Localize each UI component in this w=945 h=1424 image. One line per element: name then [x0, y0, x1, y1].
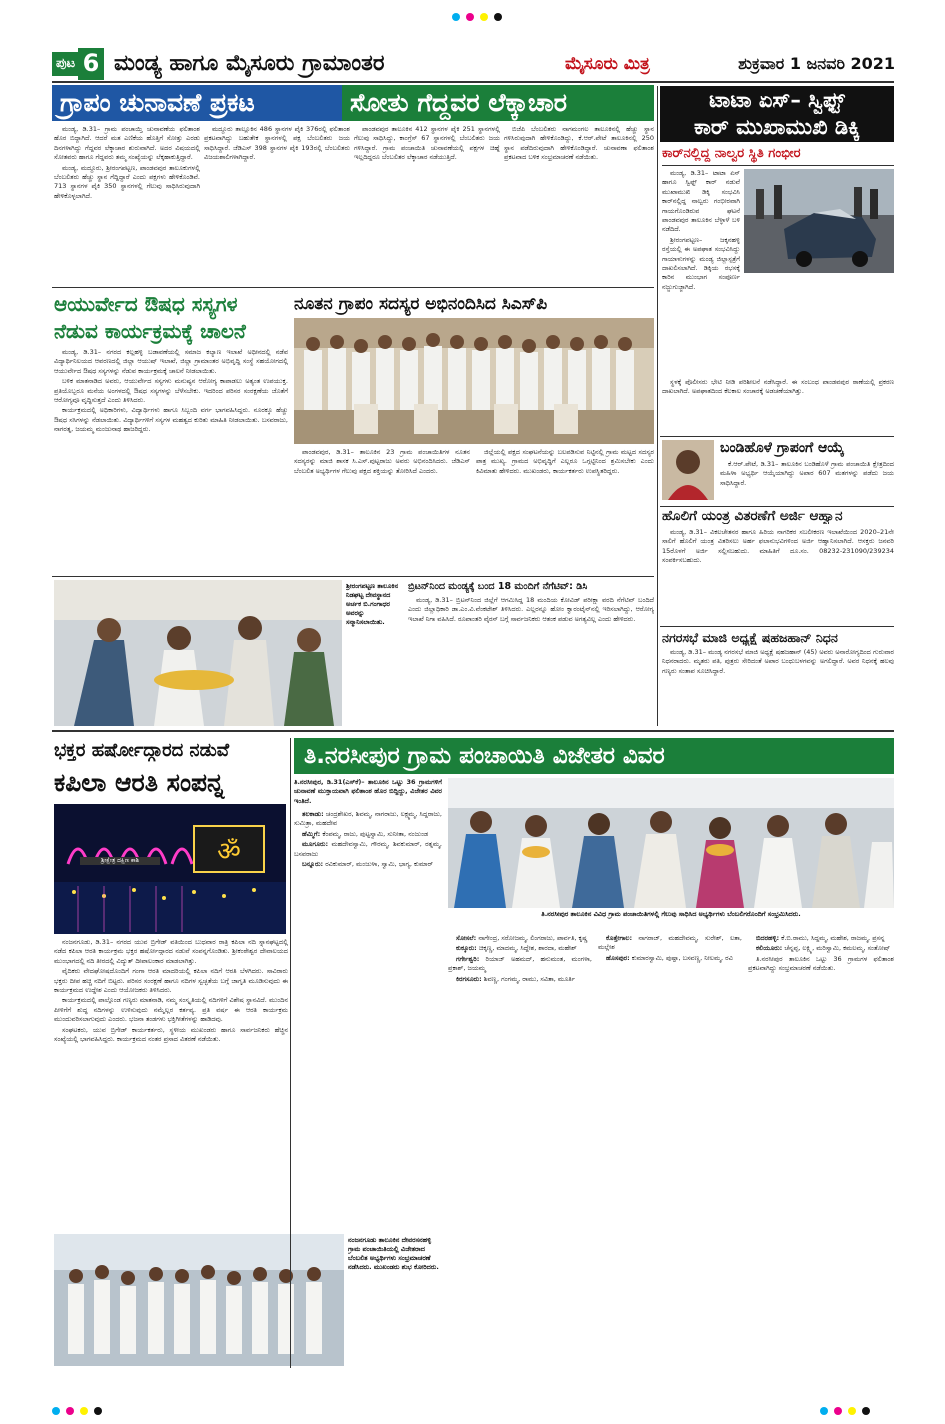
- tata-p1: ಮಂಡ್ಯ, ಡಿ.31– ಟಾಟಾ ಏಸ್ ಹಾಗೂ ಸ್ವಿಫ್ಟ್ ಕಾರ್ ನಡುವೆ ಮುಖಾಮುಖಿ ಡಿಕ್ಕಿ ಸಂಭವಿಸಿ ಕಾರ್‌ನಲ್ಲಿದ್ದ ನಾಲ್ವರು ಗಂಭೀರವಾಗಿ ಗಾಯಗೊಂಡಿರುವ ಘಟನೆ ಪಾಂಡವಪುರ ತಾಲೂಕಿನ ಬೆಳ್ಳಾಳೆ ಬಳಿ ನಡೆದಿದೆ.: [662, 169, 740, 234]
- nagarasabhe-p1: ಮಂಡ್ಯ, ಡಿ.31– ಮಂಡ್ಯ ನಗರಸಭೆ ಮಾಜಿ ಅಧ್ಯಕ್ಷೆ ಷಹಜಹಾನ್ (45) ಅವರು ಅನಾರೋಗ್ಯದಿಂದ ಗುರುವಾರ ನಿಧನರಾದರು. ಮೃತರು ಪತಿ, ಪುತ್ರರು ಸೇರಿದಂತೆ ಅಪಾರ ಬಂಧುಬಳಗವನ್ನು ಅಗಲಿದ್ದಾರೆ. ಅವರ ನಿಧನಕ್ಕೆ ಹಲವು ಗಣ್ಯರು ಸಂತಾಪ ಸೂಚಿಸಿದ್ದಾರೆ.: [662, 648, 894, 675]
- svg-text:ॐ: ॐ: [217, 837, 241, 867]
- article-main-p2: ಮಂಡ್ಯ, ಮದ್ದೂರು, ಶ್ರೀರಂಗಪಟ್ಟಣ, ಪಾಂಡವಪುರ ತಾಲೂಕುಗಳಲ್ಲಿ ಬೆಂಬಲಿತರು ಹೆಚ್ಚು ಸ್ಥಾನ ಗೆದ್ದಿದ್ದಾರೆ ಎಂದು ಪಕ್ಷಗಳು ಹೇಳಿಕೊಂಡಿವೆ. 713 ಸ್ಥಾನಗಳ ಪೈಕಿ 350 ಸ್ಥಾನಗಳಲ್ಲಿ ಗೆಲುವು ಸಾಧಿಸಿರುವುದಾಗಿ ಹೇಳಿಕೊಳ್ಳಲಾಗಿದೆ.: [54, 163, 200, 200]
- tnarasipura-entry-7: ಗರ್ಗೇಶ್ವರಿ: ರಿಯಾಜ್ ಅಹಮದ್, ಹನುಮಂತ, ಮಂಗಳಾ, ಪ್ರಕಾಶ್, ಜಯಮ್ಮ: [448, 954, 592, 973]
- felicitation-photo: [54, 580, 342, 726]
- tata-p2: ಶ್ರೀರಂಗಪಟ್ಟಣ– ಜಕ್ಕನಹಳ್ಳಿ ರಸ್ತೆಯಲ್ಲಿ ಈ ಅಪಘಾತ ಸಂಭವಿಸಿದ್ದು ಗಾಯಾಳುಗಳನ್ನು ಮಂಡ್ಯ ಜಿಲ್ಲಾಸ್ಪತ್ರೆಗೆ ದಾಖಲಿಸಲಾಗಿದೆ. ಡಿಕ್ಕಿಯ ರಭಸಕ್ಕೆ ಕಾರಿನ ಮುಂಭಾಗ ಸಂಪೂರ್ಣ ನಜ್ಜುಗುಜ್ಜಾಗಿದೆ.: [662, 235, 740, 291]
- holige-text: [662, 528, 894, 614]
- tata-headline-line2: ಕಾರ್ ಮುಖಾಮುಖಿ ಡಿಕ್ಕಿ: [694, 115, 860, 139]
- kapila-aarti-photo: [54, 804, 286, 934]
- bandihole-portrait: [662, 440, 714, 500]
- kapila-p2: ವೈದಿಕರು ವೇದಘೋಷದೊಂದಿಗೆ ಗಂಗಾ ಆರತಿ ಮಾದರಿಯಲ್ಲಿ ಕಪಿಲಾ ನದಿಗೆ ಆರತಿ ಬೆಳಗಿದರು. ಸಾವಿರಾರು ಭಕ್ತರು ದೀಪ ಹಚ್ಚಿ ನದಿಗೆ ಬಿಟ್ಟರು. ಪರಿಸರ ಸಂರಕ್ಷಣೆ ಹಾಗೂ ನದಿಗಳ ಸ್ವಚ್ಛತೆಯ ಬಗ್ಗೆ ಜಾಗೃತಿ ಮೂಡಿಸುವುದು ಈ ಕಾರ್ಯಕ್ರಮದ ಉದ್ದೇಶ ಎಂದು ಆಯೋಜಕರು ತಿಳಿಸಿದರು.: [54, 967, 288, 995]
- rule-under-main: [52, 287, 654, 288]
- britain-headline: ಬ್ರಿಟನ್‌ನಿಂದ ಮಂಡ್ಯಕ್ಕೆ ಬಂದ 18 ಮಂದಿಗೆ ನೆಗೆಟಿವ್: ಡಿಸಿ: [408, 581, 588, 592]
- bandihole-headline: ಬಂಡಿಹೊಳೆ ಗ್ರಾಪಂಗೆ ಆಯ್ಕೆ: [720, 440, 845, 456]
- article-main-col4: [504, 125, 654, 283]
- registration-dots-top: [350, 6, 610, 18]
- tata-text-col: [662, 169, 740, 377]
- rule-section-split: [52, 730, 894, 732]
- csp-p1: ಪಾಂಡವಪುರ, ಡಿ.31– ತಾಲೂಕಿನ 23 ಗ್ರಾಮ ಪಂಚಾಯಿತಿಗಳ ನೂತನ ಸದಸ್ಯರನ್ನು ಮಾಜಿ ಶಾಸಕ ಸಿ.ಎಸ್.ಪುಟ್ಟರಾಜು ಅವರು ಅಭಿನಂದಿಸಿದರು. ಜೆಡಿಎಸ್ ಬೆಂಬಲಿತ ಅಭ್ಯರ್ಥಿಗಳ ಗೆಲುವು ಪಕ್ಷದ ಶಕ್ತಿಯನ್ನು ತೋರಿಸಿದೆ ಎಂದರು.: [294, 448, 470, 475]
- ayurveda-p3: ಕಾರ್ಯಕ್ರಮದಲ್ಲಿ ಅಧಿಕಾರಿಗಳು, ವಿದ್ಯಾರ್ಥಿಗಳು ಹಾಗೂ ಸಿಬ್ಬಂದಿ ವರ್ಗ ಭಾಗವಹಿಸಿದ್ದರು. ನೂರಕ್ಕೂ ಹೆಚ್ಚು ಔಷಧ ಸಸಿಗಳನ್ನು ನೆಡಲಾಯಿತು. ವಿದ್ಯಾರ್ಥಿಗಳಿಗೆ ಸಸ್ಯಗಳ ಮಹತ್ವದ ಕುರಿತು ಮಾಹಿತಿ ನೀಡಲಾಯಿತು. ಬಸವರಾಜು, ನಾಗರತ್ನ, ಜಯಮ್ಮ ಮಂಜುನಾಥ ಹಾಜರಿದ್ದರು.: [54, 406, 288, 434]
- registration-dots-bottom-left: [52, 1400, 172, 1412]
- rule-right-1: [660, 436, 894, 437]
- tnarasipura-entry-3: ಮೂಗೂರು: ಮಹದೇವಸ್ವಾಮಿ, ಗೌರಮ್ಮ, ಶಿವಕುಮಾರ್, ರತ್ನಮ್ಮ, ಬಸವರಾಜು: [294, 840, 442, 858]
- tnarasipura-intro: [294, 778, 442, 806]
- nagarasabhe-headline: ನಗರಸಭೆ ಮಾಜಿ ಅಧ್ಯಕ್ಷೆ ಷಹಜಹಾನ್ ನಿಧನ: [662, 630, 838, 645]
- ayurveda-p2: ಬಳಿಕ ಮಾತನಾಡಿದ ಅವರು, ಆಯುರ್ವೇದ ಸಸ್ಯಗಳು ಮನುಷ್ಯನ ಆರೋಗ್ಯ ಕಾಪಾಡಲು ಅತ್ಯಂತ ಉಪಯುಕ್ತ. ಪ್ರತಿಯೊಬ್ಬರೂ ಮನೆಯ ಅಂಗಳದಲ್ಲಿ ಔಷಧ ಸಸ್ಯಗಳನ್ನು ಬೆಳೆಸಬೇಕು. ಇದರಿಂದ ಪರಿಸರ ಸಂರಕ್ಷಣೆಯ ಜೊತೆಗೆ ಆರೋಗ್ಯವೂ ವೃದ್ಧಿಸುತ್ತದೆ ಎಂದು ತಿಳಿಸಿದರು.: [54, 377, 288, 405]
- tnarasipura-list-col1: [294, 810, 442, 1230]
- tata-headline-line1: ಟಾಟಾ ಏಸ್– ಸ್ವಿಫ್ಟ್: [709, 88, 845, 112]
- tnarasipura-entry-2: ಹೆಮ್ಮಿಗೆ: ಕೆಂಪಮ್ಮ, ರಾಜು, ಪುಟ್ಟಸ್ವಾಮಿ, ಸುನೀತಾ, ನಂಜುಂಡ: [302, 829, 429, 838]
- csp-headline: ನೂತನ ಗ್ರಾಪಂ ಸದಸ್ಯರ ಅಭಿನಂದಿಸಿದ ಸಿಎಸ್‌ಪಿ: [294, 294, 548, 314]
- top-banner-right: ಸೋತು ಗೆದ್ದವರ ಲೆಕ್ಕಾಚಾರ: [342, 85, 654, 121]
- header-rule: [52, 81, 894, 83]
- tata-text-lower: [662, 378, 894, 432]
- tnarasipura-photo-caption: ತಿ.ನರಸೀಪುರ ತಾಲೂಕಿನ ವಿವಿಧ ಗ್ರಾಮ ಪಂಚಾಯಿತಿಗಳಲ್ಲಿ ಗೆಲುವು ಸಾಧಿಸಿದ ಅಭ್ಯರ್ಥಿಗಳು ಬೆಂಬಲಿಗರೊಂದಿಗೆ ಸಂಭ್ರಮಿಸಿದರು.: [541, 910, 801, 918]
- col-rule-right: [657, 86, 658, 726]
- tnarasipura-list-col2: [448, 934, 592, 1360]
- page-label: ಪುಟ: [52, 52, 79, 76]
- tnarasipura-list-col3: [598, 934, 742, 1360]
- tnarasipura-entry-9: ಕೊತ್ತೇಗಾಲ: ನಾಗರಾಜ್, ಮಹದೇವಮ್ಮ, ಸುರೇಶ್, ಲತಾ, ಮಲ್ಲೇಶ: [598, 934, 742, 952]
- article-main-col2: [204, 125, 350, 283]
- issue-date: ಶುಕ್ರವಾರ 1 ಜನವರಿ 2021: [738, 54, 895, 73]
- csp-p2: ಜಿಲ್ಲೆಯಲ್ಲಿ ಪಕ್ಷದ ಸಂಘಟನೆಯನ್ನು ಬಲಪಡಿಸುವ ನಿಟ್ಟಿನಲ್ಲಿ ಗ್ರಾಮ ಮಟ್ಟದ ಸದಸ್ಯರ ಪಾತ್ರ ಮುಖ್ಯ. ಗ್ರಾಮದ ಅಭಿವೃದ್ಧಿಗೆ ಎಲ್ಲರೂ ಒಗ್ಗಟ್ಟಿನಿಂದ ಶ್ರಮಿಸಬೇಕು ಎಂದು ಕಿವಿಮಾತು ಹೇಳಿದರು. ಮುಖಂಡರು, ಕಾರ್ಯಕರ್ತರು ಉಪಸ್ಥಿತರಿದ್ದರು.: [476, 448, 654, 475]
- felicitation-photo-caption: ಶ್ರೀರಂಗಪಟ್ಟಣ ತಾಲೂಕಿನ ನಿಡಘಟ್ಟ ದೇವಸ್ಥಾನದ ಅರ್ಚಕ ಬಿ.ಗಂಗಾಧರ ಅವರನ್ನು ಸನ್ಮಾನಿಸಲಾಯಿತು.: [346, 582, 399, 626]
- tnarasipura-entry-10: ಹೊಸಪುರ: ಕುಮಾರಸ್ವಾಮಿ, ಪುಷ್ಪಾ, ಬಸವಣ್ಣ, ನೀಲಮ್ಮ, ರವಿ: [606, 953, 733, 962]
- tata-p3: ಸ್ಥಳಕ್ಕೆ ಪೊಲೀಸರು ಭೇಟಿ ನೀಡಿ ಪರಿಶೀಲನೆ ನಡೆಸಿದ್ದಾರೆ. ಈ ಸಂಬಂಧ ಪಾಂಡವಪುರ ಠಾಣೆಯಲ್ಲಿ ಪ್ರಕರಣ ದಾಖಲಾಗಿದೆ. ಅಪಘಾತದಿಂದ ಕೆಲಕಾಲ ಸಂಚಾರಕ್ಕೆ ಅಡಚಣೆಯಾಗಿತ್ತು.: [662, 378, 894, 396]
- article-main-p3: ಮದ್ದೂರು ತಾಲ್ಲೂಕಿನ 486 ಸ್ಥಾನಗಳ ಪೈಕಿ 376ರಲ್ಲಿ ಫಲಿತಾಂಶ ಪ್ರಕಟವಾಗಿದ್ದು ಬಹುತೇಕ ಸ್ಥಾನಗಳಲ್ಲಿ ಪಕ್ಷ ಬೆಂಬಲಿತರು ಜಯ ಸಾಧಿಸಿದ್ದಾರೆ. ಜೆಡಿಎಸ್ 398 ಸ್ಥಾನಗಳ ಪೈಕಿ 193ರಲ್ಲಿ ಬೆಂಬಲಿತರು ವಿಜಯಶಾಲಿಗಳಾಗಿದ್ದಾರೆ.: [204, 125, 350, 162]
- ayurveda-headline-line1: ಆಯುರ್ವೇದ ಔಷಧ ಸಸ್ಯಗಳ: [54, 292, 238, 316]
- bandihole-p1: ಕೆ.ಆರ್.ಪೇಟೆ, ಡಿ.31– ತಾಲೂಕಿನ ಬಂಡಿಹೊಳೆ ಗ್ರಾಮ ಪಂಚಾಯಿತಿ ಕ್ಷೇತ್ರದಿಂದ ಮಹಿಳಾ ಅಭ್ಯರ್ಥಿ ಆಯ್ಕೆಯಾಗಿದ್ದು ಅಪಾರ 607 ಮತಗಳನ್ನು ಪಡೆದು ಜಯ ಸಾಧಿಸಿದ್ದಾರೆ.: [720, 460, 894, 487]
- britain-p1: ಮಂಡ್ಯ, ಡಿ.31– ಬ್ರಿಟನ್‌ನಿಂದ ಜಿಲ್ಲೆಗೆ ಆಗಮಿಸಿದ್ದ 18 ಮಂದಿಯ ಕೋವಿಡ್ ಪರೀಕ್ಷಾ ವರದಿ ನೆಗೆಟಿವ್ ಬಂದಿದೆ ಎಂದು ಜಿಲ್ಲಾಧಿಕಾರಿ ಡಾ.ಎಂ.ವಿ.ವೆಂಕಟೇಶ್ ತಿಳಿಸಿದರು. ಎಲ್ಲರನ್ನೂ ಹೋಂ ಕ್ವಾರಂಟೈನ್‌ನಲ್ಲಿ ಇರಿಸಲಾಗಿದ್ದು, ಆರೋಗ್ಯ ಇಲಾಖೆ ನಿಗಾ ವಹಿಸಿದೆ. ರೂಪಾಂತರಿ ವೈರಸ್ ಬಗ್ಗೆ ಸಾರ್ವಜನಿಕರು ಆತಂಕ ಪಡುವ ಅಗತ್ಯವಿಲ್ಲ ಎಂದು ಹೇಳಿದರು.: [408, 596, 654, 623]
- accident-photo: [744, 169, 894, 273]
- csp-group-photo: [294, 318, 654, 444]
- ayurveda-headline-line2: ನೆಡುವ ಕಾರ್ಯಕ್ರಮಕ್ಕೆ ಚಾಲನೆ: [54, 319, 246, 343]
- article-main-p5: ಬಿಜೆಪಿ ಬೆಂಬಲಿತರು ನಾಗಮಂಗಲ ತಾಲೂಕಿನಲ್ಲಿ ಹೆಚ್ಚು ಸ್ಥಾನ ಗಳಿಸಿರುವುದಾಗಿ ಹೇಳಿಕೊಂಡಿದ್ದು, ಕೆ.ಆರ್.ಪೇಟೆ ತಾಲೂಕಿನಲ್ಲಿ 250 ಸ್ಥಾನ ಪಡೆದಿರುವುದಾಗಿ ಹೇಳಿಕೊಂಡಿದ್ದಾರೆ. ಚುನಾವಣಾ ಫಲಿತಾಂಶ ಪ್ರಕಟವಾದ ಬಳಿಕ ಸಂಭ್ರಮಾಚರಣೆ ನಡೆಯಿತು.: [504, 125, 654, 162]
- kapila-photo-banner: ಶ್ರೀಕ್ಷೇತ್ರ ದಕ್ಷಿಣ ಕಾಶಿ: [80, 857, 160, 865]
- registration-dots-bottom-right: [820, 1400, 940, 1412]
- celebration-photo-caption: ನಂಜನಗೂಡು ತಾಲೂಕಿನ ದೇವರಸನಹಳ್ಳಿ ಗ್ರಾಮ ಪಂಚಾಯಿತಿಯಲ್ಲಿ ವಿಜೇತರಾದ ಬೆಂಬಲಿತ ಅಭ್ಯರ್ಥಿಗಳು ಸಂಭ್ರಮಾಚರಣೆ ನಡೆಸಿದರು. ಮುಖಂಡರು ಶುಭ ಕೋರಿದರು.: [348, 1236, 439, 1271]
- tnarasipura-list-col4: [748, 934, 894, 1360]
- col-rule-left-bottom: [290, 738, 291, 1368]
- tnarasipura-entry-8: ಕಿರಗಸೂರು: ಶಿವಣ್ಣ, ಗಂಗಮ್ಮ, ರಾಮು, ಸವಿತಾ, ಮೂರ್ತಿ: [456, 974, 576, 983]
- tnarasipura-entry-5: ಸೋಸಲೆ: ನಾಗೇಂದ್ರ, ಸರೋಜಮ್ಮ, ಲಿಂಗರಾಜು, ಪಾರ್ವತಿ, ಕೃಷ್ಣ: [456, 934, 588, 942]
- ayurveda-text: [54, 348, 288, 574]
- celebration-photo: [54, 1234, 344, 1366]
- rule-mid: [52, 576, 654, 577]
- page-number: 6: [78, 48, 104, 80]
- tata-subhead: ಕಾರ್‌ನಲ್ಲಿದ್ದ ನಾಲ್ವರ ಸ್ಥಿತಿ ಗಂಭೀರ: [662, 146, 801, 161]
- article-main-col1: [54, 125, 200, 283]
- tnarasipura-entry-6: ಕುಕ್ಕೂರು: ಚಿಕ್ಕಣ್ಣ, ಮಾದಮ್ಮ, ಸಿದ್ದೇಶ, ಶಾರದಾ, ಮಹೇಶ್: [456, 944, 577, 953]
- newspaper-brand: ಮೈಸೂರು ಮಿತ್ರ: [565, 54, 650, 74]
- csp-text-col2: [476, 448, 654, 574]
- tata-subhead-rule: [662, 165, 894, 166]
- kapila-headline-line1: ಭಕ್ತರ ಹರ್ಷೋದ್ಗಾರದ ನಡುವೆ: [54, 740, 230, 761]
- kapila-p3: ಕಾರ್ಯಕ್ರಮದಲ್ಲಿ ಪಾಲ್ಗೊಂಡ ಗಣ್ಯರು ಮಾತನಾಡಿ, ನಮ್ಮ ಸಂಸ್ಕೃತಿಯಲ್ಲಿ ನದಿಗಳಿಗೆ ವಿಶೇಷ ಸ್ಥಾನವಿದೆ. ಮುಂದಿನ ಪೀಳಿಗೆಗೆ ಶುದ್ಧ ನದಿಗಳನ್ನು ಉಳಿಸುವುದು ನಮ್ಮೆಲ್ಲರ ಕರ್ತವ್ಯ. ಪ್ರತಿ ವರ್ಷ ಈ ಆರತಿ ಕಾರ್ಯಕ್ರಮ ಮುಂದುವರಿಸಲಾಗುವುದು ಎಂದರು. ಭಜನಾ ತಂಡಗಳು ಭಕ್ತಿಗೀತೆಗಳನ್ನು ಹಾಡಿದವು.: [54, 996, 288, 1024]
- top-banner-left: ಗ್ರಾಪಂ ಚುನಾವಣೆ ಪ್ರಕಟ: [52, 85, 342, 121]
- article-main-col3: [354, 125, 500, 283]
- rule-right-2: [660, 506, 894, 507]
- tnarasipura-entry-11: ಬಿದರಹಳ್ಳಿ: ಕೆ.ಬಿ.ರಾಮು, ಸಿದ್ದಮ್ಮ, ಮಹೇಶ, ರಾಜಮ್ಮ, ಪ್ರಸನ್ನ: [756, 934, 885, 942]
- ayurveda-p1: ಮಂಡ್ಯ, ಡಿ.31– ನಗರದ ಕಲ್ಲಹಳ್ಳಿ ಬಡಾವಣೆಯಲ್ಲಿ ಸಮಾಜ ಕಲ್ಯಾಣ ಇಲಾಖೆ ಅಧೀನದಲ್ಲಿ ನಡೆವ ವಿದ್ಯಾರ್ಥಿನಿಲಯದ ಆವರಣದಲ್ಲಿ ಜಿಲ್ಲಾ ಆಯುಷ್ ಇಲಾಖೆ, ಜಿಲ್ಲಾ ಗ್ರಾಮಾಂತರ ಅಭಿವೃದ್ಧಿ ಸಂಸ್ಥೆ ಸಹಯೋಗದಲ್ಲಿ ಆಯುರ್ವೇದ ಔಷಧ ಸಸ್ಯಗಳನ್ನು ನೆಡುವ ಕಾರ್ಯಕ್ರಮಕ್ಕೆ ಚಾಲನೆ ನೀಡಲಾಯಿತು.: [54, 348, 288, 375]
- britain-text: [408, 596, 654, 726]
- nagarasabhe-text: [662, 648, 894, 726]
- csp-text-col1: [294, 448, 470, 574]
- tnarasipura-intro-text: ತಿ.ನರಸೀಪುರ, ಡಿ.31(ಎಸ್‌ಕೆ)– ತಾಲೂಕಿನ ಒಟ್ಟು 36 ಗ್ರಾಮಗಳಿಗೆ ಚುನಾವಣೆ ಮುಕ್ತಾಯವಾಗಿ ಫಲಿತಾಂಶ ಹೊರ ಬಿದ್ದಿದ್ದು, ವಿಜೇತರ ವಿವರ ಇಂತಿದೆ.: [294, 778, 442, 805]
- holige-p1: ಮಂಡ್ಯ, ಡಿ.31– ವಿಕಲಚೇತನರ ಹಾಗೂ ಹಿರಿಯ ನಾಗರಿಕರ ಸಬಲೀಕರಣ ಇಲಾಖೆಯಿಂದ 2020–21ನೇ ಸಾಲಿಗೆ ಹೊಲಿಗೆ ಯಂತ್ರ ವಿತರಿಸಲು ಅರ್ಹ ಫಲಾನುಭವಿಗಳಿಂದ ಅರ್ಜಿ ಆಹ್ವಾನಿಸಲಾಗಿದೆ. ಆಸಕ್ತರು ಜನವರಿ 15ರೊಳಗೆ ಅರ್ಜಿ ಸಲ್ಲಿಸಬಹುದು. ಮಾಹಿತಿಗೆ ದೂ.ಸಂ. 08232-231090/239234 ಸಂಪರ್ಕಿಸಬಹುದು.: [662, 528, 894, 565]
- holige-headline: ಹೊಲಿಗೆ ಯಂತ್ರ ವಿತರಣೆಗೆ ಅರ್ಜಿ ಆಹ್ವಾನ: [662, 508, 843, 524]
- tnarasipura-banner: ತಿ.ನರಸೀಪುರ ಗ್ರಾಮ ಪಂಚಾಯಿತಿ ವಿಜೇತರ ವಿವರ: [294, 738, 894, 774]
- tnarasipura-entry-12: ಕಲಿಯೂರು: ಚೆನ್ನಪ್ಪ, ಲಕ್ಷ್ಮಿ, ಮರಿಸ್ವಾಮಿ, ಕಮಲಮ್ಮ, ಸಂತೋಷ್: [756, 944, 891, 953]
- tnarasipura-winners-photo: [448, 778, 894, 908]
- bandihole-text: [720, 460, 894, 504]
- rule-right-3: [660, 626, 894, 627]
- kapila-headline-line2: ಕಪಿಲಾ ಆರತಿ ಸಂಪನ್ನ: [54, 768, 225, 797]
- tnarasipura-footer: ತಿ.ನರಸೀಪುರ ತಾಲೂಕಿನ ಒಟ್ಟು 36 ಗ್ರಾಮಗಳ ಫಲಿತಾಂಶ ಪ್ರಕಟವಾಗಿದ್ದು ಸಂಭ್ರಮಾಚರಣೆ ನಡೆಯಿತು.: [748, 954, 894, 973]
- article-main-p1: ಮಂಡ್ಯ, ಡಿ.31– ಗ್ರಾಮ ಪಂಚಾಯ್ತಿ ಚುನಾವಣೆಯ ಫಲಿತಾಂಶ ಹೊರ ಬಿದ್ದಾಗಿದೆ. ಆದರೆ ಮತ ಎಣಿಕೆಯ ಹೊತ್ತಿಗೆ ಸೋತ್ತು ಎರಡು ದಿನಗಳಾಗಿದ್ದು ಗೆದ್ದವರ ಲೆಕ್ಕಾಚಾರ ಶುರುವಾಗಿದೆ. ಅದರ ವಿಷಯದಲ್ಲಿ ಸೋತವರು ಹಾಗೂ ಗೆದ್ದವರು ತಮ್ಮ ಸಂಖ್ಯೆಯನ್ನು ಲೆಕ್ಕಹಾಕುತ್ತಿದ್ದಾರೆ.: [54, 125, 200, 162]
- kapila-p1: ನಂಜನಗೂಡು, ಡಿ.31– ನಗರದ ಯುವ ಬ್ರಿಗೇಡ್ ವತಿಯಿಂದ ಬುಧವಾರ ರಾತ್ರಿ ಕಪಿಲಾ ನದಿ ಸ್ನಾನಘಟ್ಟದಲ್ಲಿ ನಡೆದ ಕಪಿಲಾ ಆರತಿ ಕಾರ್ಯಕ್ರಮ ಭಕ್ತರ ಹರ್ಷೋದ್ಗಾರದ ನಡುವೆ ಸಂಪನ್ನಗೊಂಡಿತು. ಶ್ರೀಕಂಠೇಶ್ವರ ದೇವಾಲಯದ ಮುಂಭಾಗದಲ್ಲಿ ನದಿ ತೀರದಲ್ಲಿ ವಿದ್ಯುತ್ ದೀಪಾಲಂಕಾರ ಮಾಡಲಾಗಿತ್ತು.: [54, 938, 288, 965]
- article-main-p4: ಪಾಂಡವಪುರ ತಾಲೂಕಿನ 412 ಸ್ಥಾನಗಳ ಪೈಕಿ 251 ಸ್ಥಾನಗಳಲ್ಲಿ ಗೆಲುವು ಸಾಧಿಸಿದ್ದು, ಕಾಂಗ್ರೆಸ್ 67 ಸ್ಥಾನಗಳಲ್ಲಿ ಬೆಂಬಲಿತರು ಜಯ ಗಳಿಸಿದ್ದಾರೆ. ಗ್ರಾಮ ಪಂಚಾಯಿತಿ ಚುನಾವಣೆಯಲ್ಲಿ ಪಕ್ಷಗಳ ಚಿಹ್ನೆ ಇಲ್ಲದಿದ್ದರೂ ಬೆಂಬಲಿತರ ಲೆಕ್ಕಾಚಾರ ನಡೆಯುತ್ತಿದೆ.: [354, 125, 500, 162]
- section-title: ಮಂಡ್ಯ ಹಾಗೂ ಮೈಸೂರು ಗ್ರಾಮಾಂತರ: [114, 51, 385, 76]
- kapila-p4: ಸಂಘಟಕರು, ಯುವ ಬ್ರಿಗೇಡ್ ಕಾರ್ಯಕರ್ತರು, ಸ್ಥಳೀಯ ಮುಖಂಡರು ಹಾಗೂ ಸಾರ್ವಜನಿಕರು ಹೆಚ್ಚಿನ ಸಂಖ್ಯೆಯಲ್ಲಿ ಭಾಗವಹಿಸಿದ್ದರು. ಕಾರ್ಯಕ್ರಮದ ನಂತರ ಪ್ರಸಾದ ವಿತರಣೆ ನಡೆಯಿತು.: [54, 1025, 288, 1044]
- tnarasipura-entry-4: ಬನ್ನೂರು: ರವಿಕುಮಾರ್, ಮಂಜುಳಾ, ಸ್ವಾಮಿ, ಭಾಗ್ಯ, ಕುಮಾರ್: [302, 860, 434, 869]
- tnarasipura-entry-1: ತಲಕಾಡು: ಚಂದ್ರಶೇಖರ, ಶಿವಮ್ಮ, ನಾಗರಾಜು, ಲಕ್ಷ್ಮಮ್ಮ, ಸಿದ್ದರಾಜು, ಸುಮಿತ್ರಾ, ಮಹದೇವ: [294, 810, 442, 828]
- kapila-text: [54, 938, 288, 1230]
